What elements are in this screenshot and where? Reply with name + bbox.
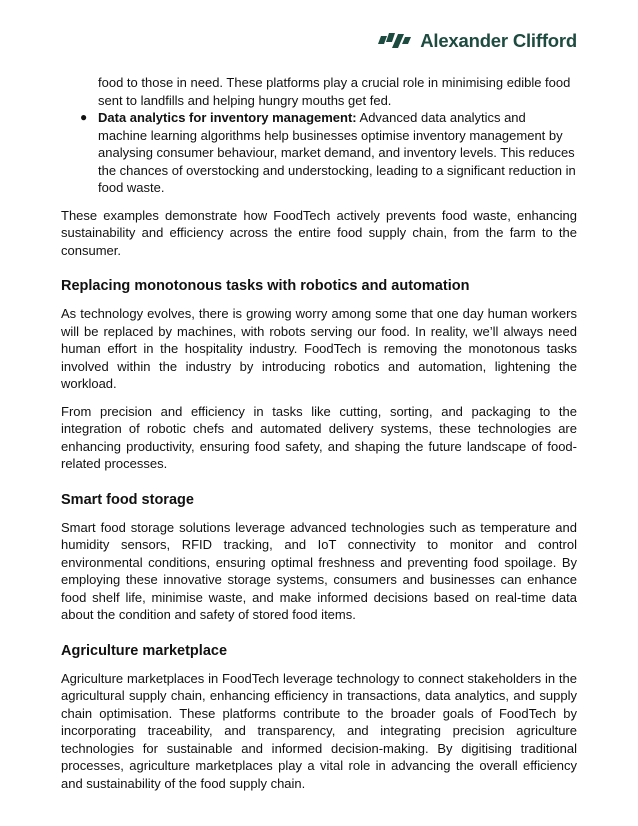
bullet-text: food to those in need. These platforms play a crucial role in minimising edible food sent to landfills and helping hungry mouths get fed. (98, 75, 571, 108)
paragraph: Agriculture marketplaces in FoodTech leverage technology to connect stakeholders in the agricultural supply chain, enhancing efficiency in transactions, data analytics, and supply chain optimisation. These platforms contribute to the broader goals of FoodTech by incorporating traceability, and transparency, and integrating precision agriculture technologies for sustainable and informed decision-making. By digitising traditional processes, agriculture marketplaces play a vital role in advancing the overall efficiency and sustainability of the food supply chain. (61, 670, 577, 791)
document-body (61, 74, 577, 792)
list-item (80, 109, 577, 197)
section-heading-storage: Smart food storage (61, 491, 194, 508)
intro-paragraph: These examples demonstrate how FoodTech actively prevents food waste, enhancing sustainability and efficiency across the entire food supply chain, from the farm to the consumer. (61, 207, 577, 258)
bullet-lead: Data analytics for inventory management: (98, 110, 357, 125)
list-item (98, 74, 577, 109)
section-heading-marketplace: Agriculture marketplace (61, 642, 228, 659)
paragraph: As technology evolves, there is growing worry among some that one day human workers will be replaced by machines, with robots serving our food. In reality, we’ll always need human effort in the hospitality industry. FoodTech is removing the monotonous tasks involved within the industry by introducing robotics and automation, lightening the workload. (61, 306, 577, 391)
bullet-list (61, 74, 577, 197)
brand-mark-icon (378, 32, 412, 50)
brand-name: Alexander Clifford (420, 30, 577, 51)
paragraph: From precision and efficiency in tasks like cutting, sorting, and packaging to the integration of robotic chefs and automated delivery systems, these technologies are enhancing productivity, ensuring food safety, and shaping the future landscape of food-related processes. (61, 403, 577, 471)
brand-logo (378, 30, 577, 52)
bullet-dot-icon: ● (80, 110, 88, 124)
paragraph: Smart food storage solutions leverage advanced technologies such as temperature and humidity sensors, RFID tracking, and IoT connectivity to monitor and control environmental conditions, ensuring optimal freshness and preventing food spoilage. By employing these innovative storage systems, consumers and businesses can enhance food shelf life, minimise waste, and make informed decisions based on real-time data about the condition and safety of stored food items. (61, 519, 577, 622)
section-heading-robotics: Replacing monotonous tasks with robotics and automation (61, 278, 470, 294)
bullet-text: Advanced data analytics and machine learning algorithms help businesses optimise inventory management by analysing consumer behaviour, market demand, and inventory levels. This reduces the chances of overstocking and understocking, leading to a significant reduction in food waste. (98, 110, 576, 195)
